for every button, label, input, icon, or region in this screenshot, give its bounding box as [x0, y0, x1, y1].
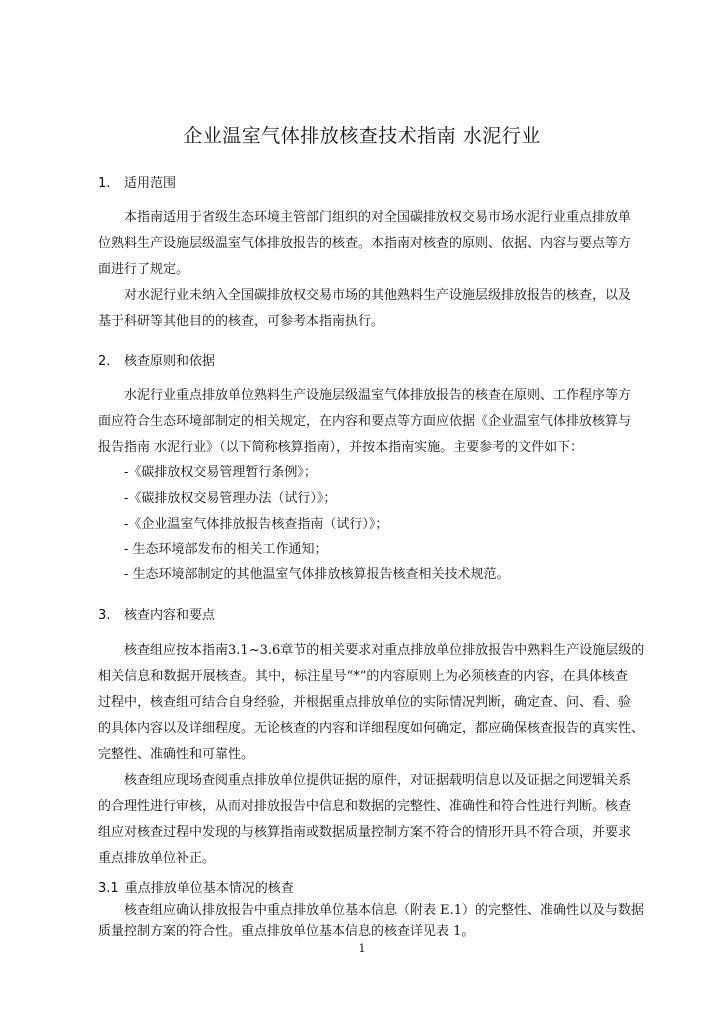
- paragraph-line: 组应对核查过程中发现的与核算指南或数据质量控制方案不符合的情形开具不符合项，并要求: [98, 825, 632, 840]
- paragraph-line: 核查组应确认排放报告中重点排放单位基本信息（附表 E.1）的完整性、准确性以及与数据: [124, 903, 645, 918]
- section-title: 重点排放单位基本情况的核查: [124, 881, 294, 896]
- paragraph-line: 水泥行业重点排放单位熟料生产设施层级温室气体排放报告的核查在原则、工作程序等方: [124, 388, 632, 403]
- page-number: 1: [358, 942, 366, 955]
- paragraph-line: 质量控制方案的符合性。重点排放单位基本信息的核查详见表 1。: [98, 924, 475, 939]
- paragraph-line: 重点排放单位补正。: [98, 851, 216, 866]
- paragraph-line: 的具体内容以及详细程度。无论核查的内容和详细程度如何确定，都应确保核查报告的真实性、: [98, 721, 645, 736]
- paragraph-line: 的合理性进行审核，从而对排放报告中信息和数据的完整性、准确性和符合性进行判断。核查: [98, 799, 632, 814]
- section-1-heading: [98, 172, 176, 191]
- section-2-heading: [98, 350, 215, 369]
- section-number: 1.: [98, 176, 111, 191]
- paragraph-line: 过程中，核查组可结合自身经验，并根据重点排放单位的实际情况判断，确定查、问、看、验: [98, 695, 632, 710]
- paragraph-line: 报告指南 水泥行业》（以下简称核算指南），并按本指南实施。主要参考的文件如下：: [98, 440, 584, 455]
- paragraph-line: 核查组应现场查阅重点排放单位提供证据的原件，对证据载明信息以及证据之间逻辑关系: [124, 773, 632, 788]
- reference-list-item: -《碳排放权交易管理办法（试行）》；: [124, 491, 337, 506]
- section-title: 适用范围: [124, 176, 177, 191]
- paragraph-line: 相关信息和数据开展核查。其中，标注星号“*”的内容原则上为必须核查的内容，在具体核查: [98, 669, 628, 684]
- section-number: 2.: [98, 354, 111, 369]
- reference-list-item: - 生态环境部发布的相关工作通知；: [124, 542, 328, 557]
- section-3-heading: [98, 604, 215, 623]
- section-number: 3.: [98, 608, 111, 623]
- subsection-3-1-heading: [98, 877, 294, 896]
- paragraph-line: 面进行了规定。: [98, 262, 190, 277]
- paragraph-line: 核查组应按本指南3.1~3.6章节的相关要求对重点排放单位排放报告中熟料生产设施层级的: [124, 643, 645, 658]
- paragraph-line: 完整性、准确性和可靠性。: [98, 747, 255, 762]
- document-title: 企业温室气体排放核查技术指南 水泥行业: [183, 125, 541, 147]
- paragraph-line: 对水泥行业未纳入全国碳排放权交易市场的其他熟料生产设施层级排放报告的核查，以及: [124, 288, 632, 303]
- section-title: 核查内容和要点: [124, 608, 216, 623]
- reference-list-item: - 生态环境部制定的其他温室气体排放核算报告核查相关技术规范。: [124, 567, 510, 582]
- paragraph-line: 本指南适用于省级生态环境主管部门组织的对全国碳排放权交易市场水泥行业重点排放单: [124, 210, 632, 225]
- reference-list-item: -《企业温室气体排放报告核查指南（试行）》；: [124, 517, 389, 532]
- section-title: 核查原则和依据: [124, 354, 216, 369]
- paragraph-line: 基于科研等其他目的的核查，可参考本指南执行。: [98, 314, 385, 329]
- paragraph-line: 位熟料生产设施层级温室气体排放报告的核查。本指南对核查的原则、依据、内容与要点等方: [98, 236, 632, 251]
- reference-list-item: -《碳排放权交易管理暂行条例》；: [124, 465, 317, 480]
- section-number: 3.1: [98, 881, 119, 896]
- paragraph-line: 面应符合生态环境部制定的相关规定，在内容和要点等方面应依据《企业温室气体排放核算与: [98, 414, 632, 429]
